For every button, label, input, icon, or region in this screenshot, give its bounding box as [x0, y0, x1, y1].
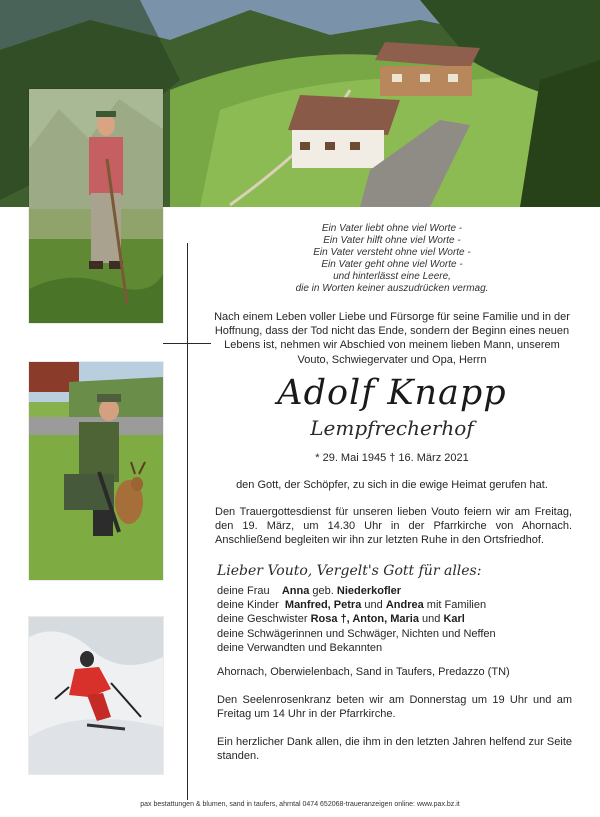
photo-3-illustration: [29, 617, 163, 774]
siblings-und: und: [422, 613, 441, 626]
siblings-prefix: deine Geschwister: [217, 613, 308, 626]
mourner-inlaws: deine Schwägerinnen und Schwäger, Nichten und Neffen: [217, 627, 496, 640]
memorial-poem: [212, 223, 572, 296]
children-und: und: [364, 599, 383, 612]
places-line: Ahornach, Oberwielenbach, Sand in Taufers, Predazzo (TN): [217, 666, 510, 678]
children-prefix: deine Kinder: [217, 599, 279, 612]
poem-line: Ein Vater versteht ohne viel Worte -: [313, 247, 471, 259]
rosary-paragraph: Den Seelenrosenkranz beten wir am Donnerstag um 19 Uhr und am Freitag um 14 Uhr in der Pfarrkirche.: [217, 694, 572, 721]
gratitude-paragraph: Ein herzlicher Dank allen, die ihm in den letzten Jahren helfend zur Seite standen.: [217, 736, 572, 763]
wife-first-name: Anna: [281, 585, 310, 597]
photo-1-illustration: [29, 89, 163, 323]
footer-credits: pax bestattungen & blumen, sand in taufers, ahrntal 0474 652068-traueranzeigen online: www.pax.bz.it: [140, 801, 460, 808]
wife-maiden-name: Niederkofler: [336, 585, 402, 597]
poem-line: Ein Vater geht ohne viel Worte -: [321, 259, 463, 271]
mourner-children: [217, 598, 496, 612]
thanks-heading: Lieber Vouto, Vergelt's Gott für alles:: [217, 563, 482, 579]
called-home-text: den Gott, der Schöpfer, zu sich in die ewige Heimat gerufen hat.: [236, 479, 548, 491]
poem-line: Ein Vater liebt ohne viel Worte -: [321, 223, 463, 234]
mourner-wife: [217, 584, 496, 598]
photo-man-with-walking-stick: [29, 89, 163, 323]
poem-line: und hinterlässt eine Leere,: [333, 271, 451, 283]
mourner-siblings: [217, 612, 496, 626]
siblings-names-2: , Anton, Maria: [346, 613, 419, 626]
wife-geb: geb.: [312, 585, 334, 597]
cross-divider: [163, 343, 211, 344]
vertical-divider: [187, 243, 188, 800]
poem-line: Ein Vater hilft ohne viel Worte -: [323, 235, 461, 247]
children-suffix: mit Familien: [426, 599, 487, 612]
intro-paragraph: Nach einem Leben voller Liebe und Fürsorge für seine Familie und in der Hoffnung, dass der Tod nicht das Ende, sondern der Beginn eines neuen Lebens ist, nehmen wir Abschied von meinem lieben Mann, unserem Vouto, Schwiegervater und Opa, Herrn: [214, 311, 570, 366]
children-names-1: Manfred, Petra: [284, 599, 362, 612]
funeral-paragraph: Den Trauergottesdienst für unseren lieben Vouto feiern wir am Freitag, den 19. März, um 14.30 Uhr in der Pfarrkirche von Ahornach. Anschließend begleiten wir ihn zur letzten Ruhe in den Ortsfriedhof.: [215, 506, 572, 547]
poem-line: die in Worten keiner auszudrücken vermag.: [295, 283, 489, 295]
siblings-names-1: Rosa †: [310, 613, 347, 626]
mourner-others: deine Verwandten und Bekannten: [217, 641, 383, 654]
siblings-names-3: Karl: [443, 613, 465, 626]
mourners-list: [217, 584, 496, 655]
farm-name: Lempfrecherhof: [310, 416, 474, 440]
photo-skier: [29, 617, 163, 774]
life-dates: * 29. Mai 1945 † 16. März 2021: [315, 452, 469, 464]
deceased-name: Adolf Knapp: [277, 373, 507, 413]
wife-prefix: deine Frau: [217, 585, 270, 597]
children-names-2: Andrea: [385, 599, 424, 612]
photo-2-illustration: [29, 362, 163, 580]
photo-hunter-with-deer: [29, 362, 163, 580]
